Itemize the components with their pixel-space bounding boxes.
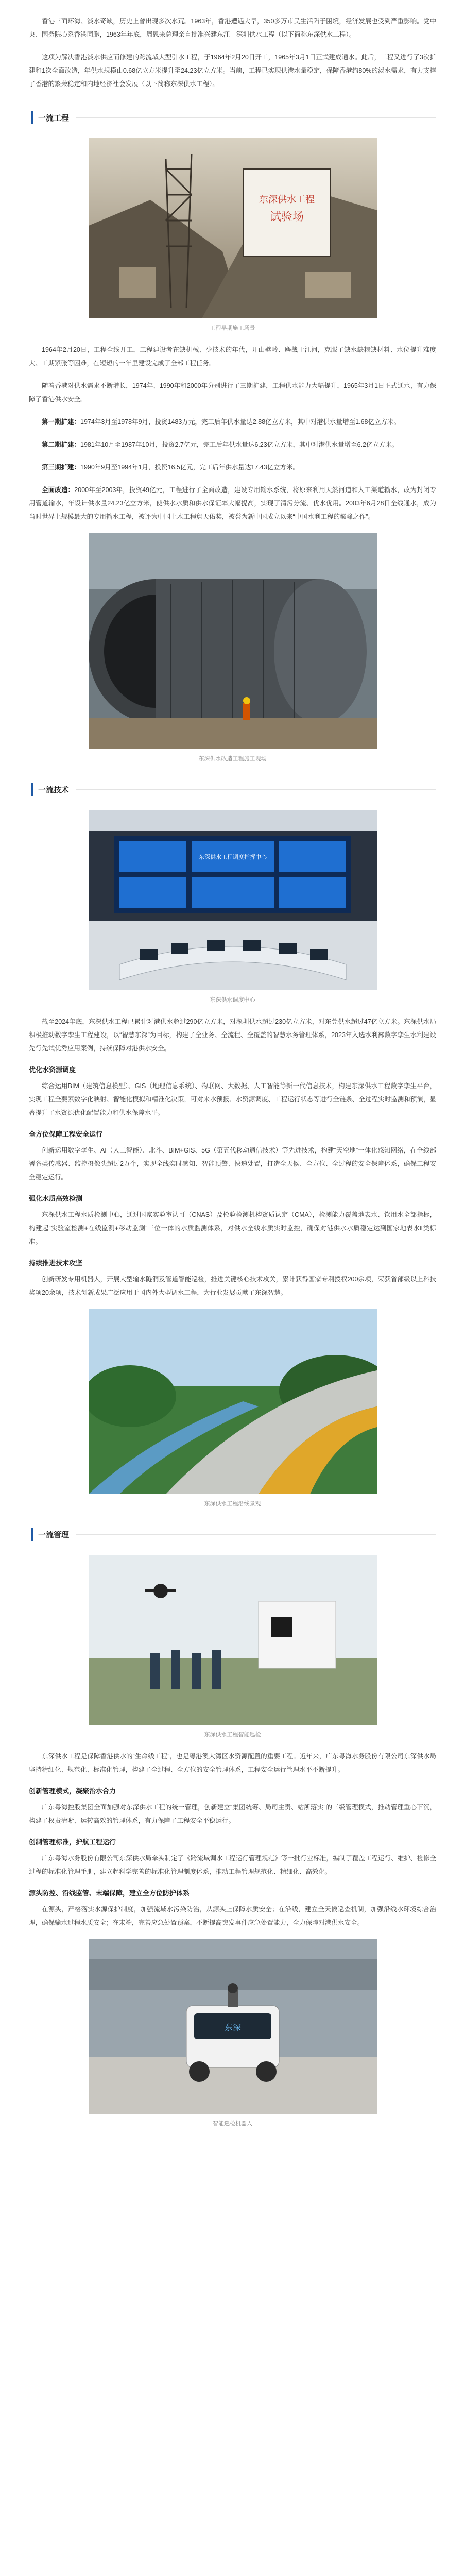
expansion-2: [29, 438, 436, 451]
intro-paragraph-1: 香港三面环海、淡水奇缺，历史上曾出现多次水荒。1963年，香港遭遇大旱，350多万市民生活陷于困境，经济发展也受到严重影响。党中央、国务院心系香港同胞，1963年年底，周恩来总理亲自批准兴建东江—深圳供水工程（以下简称东深供水工程）。: [29, 18, 436, 38]
robot-photo: [89, 1939, 377, 2114]
tech-block-4: [29, 1258, 436, 1299]
section-bar: [31, 111, 33, 124]
technology-paragraph: 截至2024年底，东深供水工程已累计对港供水超过290亿立方米，对深圳供水超过230亿立方米，对东莞供水超过47亿立方米。东深供水局积极推动数字孪生工程建设，以“智慧东深”为目标，构建了全业务、全流程、全覆盖的智慧水务管理体系，2023年入选水利部数字孪生水利建设先行先试优秀应用案例，持续保障对港供水安全。: [29, 1018, 436, 1052]
figure-caption: 工程早期施工场景: [210, 325, 255, 331]
expansion-lead: 第二期扩建：: [42, 441, 81, 448]
section-header-engineering: [29, 108, 436, 127]
pipeline-photo: [89, 533, 377, 749]
overhaul-paragraph: [29, 483, 436, 523]
mgmt-title: 创新管理模式，凝聚治水合力: [29, 1787, 116, 1795]
tech-title: 持续推进技术攻坚: [29, 1259, 83, 1267]
figure-caption: 东深供水调度中心: [210, 997, 255, 1003]
mgmt-block-2: [29, 1837, 436, 1878]
mgmt-text: 广东粤海控股集团全面加强对东深供水工程的统一管理，创新建立“集团统筹、局司主责、站所落实”的三级管理模式，推动管理重心下沉，构建了权责清晰、运转高效的管理体系，有力保障了工程安全平稳运行。: [29, 1804, 436, 1824]
section-header-management: [29, 1525, 436, 1544]
construction-photo: [89, 138, 377, 318]
expansion-3: [29, 461, 436, 474]
tech-block-3: [29, 1193, 436, 1248]
expansion-text: 1990年9月至1994年1月，投资16.5亿元，完工后年供水量达17.43亿立方米。: [80, 464, 300, 471]
section-bar: [31, 1528, 33, 1541]
tech-title: 优化水资源调度: [29, 1066, 76, 1074]
intro-paragraph-2: 这项为解决香港淡水供应而修建的跨流域大型引水工程，于1964年2月20日开工，1965年3月1日正式建成通水。此后，工程又进行了3次扩建和1次全面改造，年供水规模由0.68亿立方米提升至24.23亿立方米。当前，工程已实现供港水量稳定，保障香港约80%的淡水需求，有力支撑了香港的繁荣稳定和内地经济社会发展（以下简称东深供水工程）。: [29, 54, 436, 88]
expansion-lead: 第一期扩建：: [42, 418, 81, 426]
mgmt-title: 创制管理标准，护航工程运行: [29, 1838, 116, 1846]
overhaul-lead: 全面改造：: [42, 486, 75, 494]
figure-control-center: [89, 810, 377, 990]
tech-block-1: [29, 1064, 436, 1120]
sign-line-1: 东深供水工程: [259, 194, 315, 205]
expansion-text: 1974年3月至1978年9月，投资1483万元，完工后年供水量达2.88亿立方米，其中对港供水量增至1.68亿立方米。: [80, 418, 401, 426]
section-divider: [76, 1534, 436, 1535]
mgmt-title: 源头防控、沿线监管、末端保障，建立全方位防护体系: [29, 1889, 190, 1897]
mgmt-text: 在源头，严格落实水源保护制度，加强流域水污染防治，从源头上保障水质安全；在沿线，建立全天候巡查机制，加强沿线水环境综合治理，确保输水过程水质安全；在末端，完善应急处置预案，不断提高突发事件应急处置能力，全力保障对港供水安全。: [29, 1906, 436, 1926]
section-title: 一流技术: [38, 785, 70, 794]
figure-robot: [89, 1939, 377, 2114]
figure-caption: 东深供水工程沿线景观: [204, 1501, 261, 1507]
tech-block-2: [29, 1129, 436, 1184]
figure-caption: 东深供水改造工程施工现场: [198, 756, 267, 762]
tech-text: 创新运用数字孪生、AI（人工智能）、北斗、BIM+GIS、5G（第五代移动通信技术）等先进技术，构建“天空地”一体化感知网络，在全线部署各类传感器、监控摄像头超过2万个，实现全线实时感知、智能预警、快速处置，打造全天候、全方位、全过程的安全保障体系，确保工程安全稳定运行。: [29, 1147, 436, 1181]
tech-text: 创新研发专用机器人，开展大型输水隧洞及管道智能巡检，推进关键核心技术攻关，累计获得国家专利授权200余项，荣获省部级以上科技奖项20余项，技术创新成果广泛应用于国内外大型调水工程，为行业发展贡献了东深智慧。: [29, 1276, 436, 1296]
tech-text: 东深供水工程水质检测中心，通过国家实验室认可（CNAS）及检验检测机构资质认定（CMA），检测能力覆盖地表水、饮用水全部指标，构建起“实验室检测+在线监测+移动监测”三位一体的水质监测体系，对供水全线水质实时监控，确保对港供水水质稳定达到国家地表水Ⅱ类标准。: [29, 1211, 436, 1245]
engineering-paragraph-2: 随着香港对供水需求不断增长，1974年、1990年和2000年分别进行了三期扩建，工程供水能力大幅提升，1965年3月1日正式通水，有力保障了香港供水安全。: [29, 382, 436, 403]
section-divider: [76, 789, 436, 790]
mgmt-text: 广东粤海水务股份有限公司东深供水局牵头制定了《跨流域调水工程运行管理规范》等一批行业标准，编制了覆盖工程运行、维护、检修全过程的标准化管理手册，建立起科学完善的标准化管理制度体系，推动工程管理规范化、精细化、高效化。: [29, 1855, 436, 1875]
mgmt-block-1: [29, 1786, 436, 1827]
canal-photo: [89, 1309, 377, 1494]
figure-early-construction: [89, 138, 377, 318]
control-center-photo: [89, 810, 377, 990]
section-bar: [31, 783, 33, 796]
robot-mark: 东深: [224, 2024, 241, 2032]
figure-smart-inspection: [89, 1555, 377, 1725]
section-divider: [76, 117, 436, 118]
expansion-lead: 第三期扩建：: [42, 464, 81, 471]
section-header-technology: [29, 780, 436, 799]
figure-caption: 东深供水工程智能巡检: [204, 1732, 261, 1738]
figure-canal-landscape: [89, 1309, 377, 1494]
figure-caption: 智能巡检机器人: [213, 2121, 252, 2127]
engineering-paragraph-1: 1964年2月20日，工程全线开工，工程建设者在缺机械、少技术的年代，开山劈岭、鏖战于江河，克服了缺水缺粮缺材料、水位提升难度大、工期紧张等困难，在短短的一年里建设完成了全部工程任务。: [29, 346, 436, 367]
tech-title: 全方位保障工程安全运行: [29, 1130, 103, 1138]
figure-pipeline-construction: [89, 533, 377, 749]
management-paragraph: 东深供水工程是保障香港供水的“生命线工程”，也是粤港澳大湾区水资源配置的重要工程。近年来，广东粤海水务股份有限公司东深供水局坚持精细化、规范化、标准化管理，构建了全过程、全方位的安全管理体系，工程安全运行管理水平不断提升。: [29, 1753, 436, 1773]
mgmt-block-3: [29, 1888, 436, 1929]
section-title: 一流管理: [38, 1530, 70, 1539]
inspection-photo: [89, 1555, 377, 1725]
expansion-text: 1981年10月至1987年10月，投资2.7亿元，完工后年供水量达6.23亿立方米，其中对港供水量增至6.2亿立方米。: [80, 441, 399, 448]
tech-title: 强化水质高效检测: [29, 1195, 83, 1202]
section-title: 一流工程: [38, 113, 70, 123]
screen-title: 东深供水工程调度指挥中心: [198, 854, 267, 860]
expansion-1: [29, 415, 436, 429]
sign-line-2: 试验场: [269, 210, 304, 223]
overhaul-text: 2000年至2003年，投资49亿元，工程进行了全面改造，建设专用输水系统，将原来利用天然河道和人工渠道输水，改为封闭专用管道输水，年设计供水量24.23亿立方米，使供水水质和供水保证率大幅提高，实现了清污分流、优水优用。2003年6月28日全线通水，成为当时世界上规模最大的专用输水工程，被评为中国土木工程詹天佑奖，被誉为新中国成立以来“中国水利工程的巅峰之作”。: [29, 486, 436, 520]
tech-text: 综合运用BIM（建筑信息模型）、GIS（地理信息系统）、物联网、大数据、人工智能等新一代信息技术，构建东深供水工程数字孪生平台，实现工程全要素数字化映射、智能化模拟和精准化决策，可对来水预报、水资源调度、工程运行状态等进行全链条、全过程实时监测和预演，显著提升了水资源优化配置能力和供水保障水平。: [29, 1082, 436, 1116]
